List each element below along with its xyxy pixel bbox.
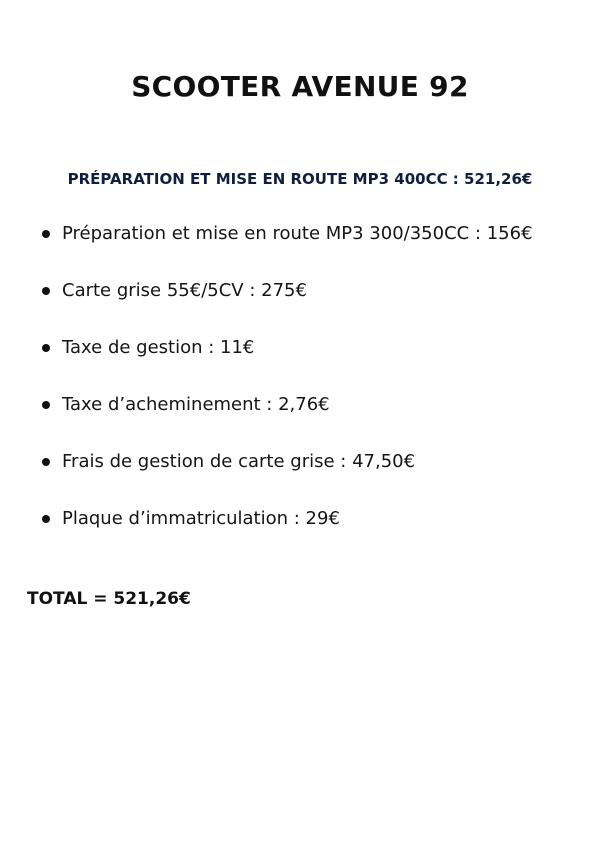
bullet-icon bbox=[42, 458, 50, 466]
section-heading: PRÉPARATION ET MISE EN ROUTE MP3 400CC : 521,26€ bbox=[67, 170, 533, 188]
cost-list bbox=[38, 212, 578, 554]
list-item-text: Taxe de gestion : 11€ bbox=[62, 337, 255, 358]
list-item-text: Plaque d’immatriculation : 29€ bbox=[62, 508, 340, 529]
list-item bbox=[38, 269, 578, 326]
list-item bbox=[38, 383, 578, 440]
list-item-text: Carte grise 55€/5CV : 275€ bbox=[62, 280, 307, 301]
list-item bbox=[38, 326, 578, 383]
list-item-text: Préparation et mise en route MP3 300/350CC : 156€ bbox=[62, 223, 533, 244]
list-item bbox=[38, 497, 578, 554]
page-title: SCOOTER AVENUE 92 bbox=[131, 70, 469, 103]
bullet-icon bbox=[42, 401, 50, 409]
list-item-text: Frais de gestion de carte grise : 47,50€ bbox=[62, 451, 416, 472]
bullet-icon bbox=[42, 344, 50, 352]
list-item-text: Taxe d’acheminement : 2,76€ bbox=[62, 394, 330, 415]
bullet-icon bbox=[42, 230, 50, 238]
list-item bbox=[38, 212, 578, 269]
list-item bbox=[38, 440, 578, 497]
bullet-icon bbox=[42, 287, 50, 295]
bullet-icon bbox=[42, 515, 50, 523]
total-line: TOTAL = 521,26€ bbox=[27, 589, 191, 609]
